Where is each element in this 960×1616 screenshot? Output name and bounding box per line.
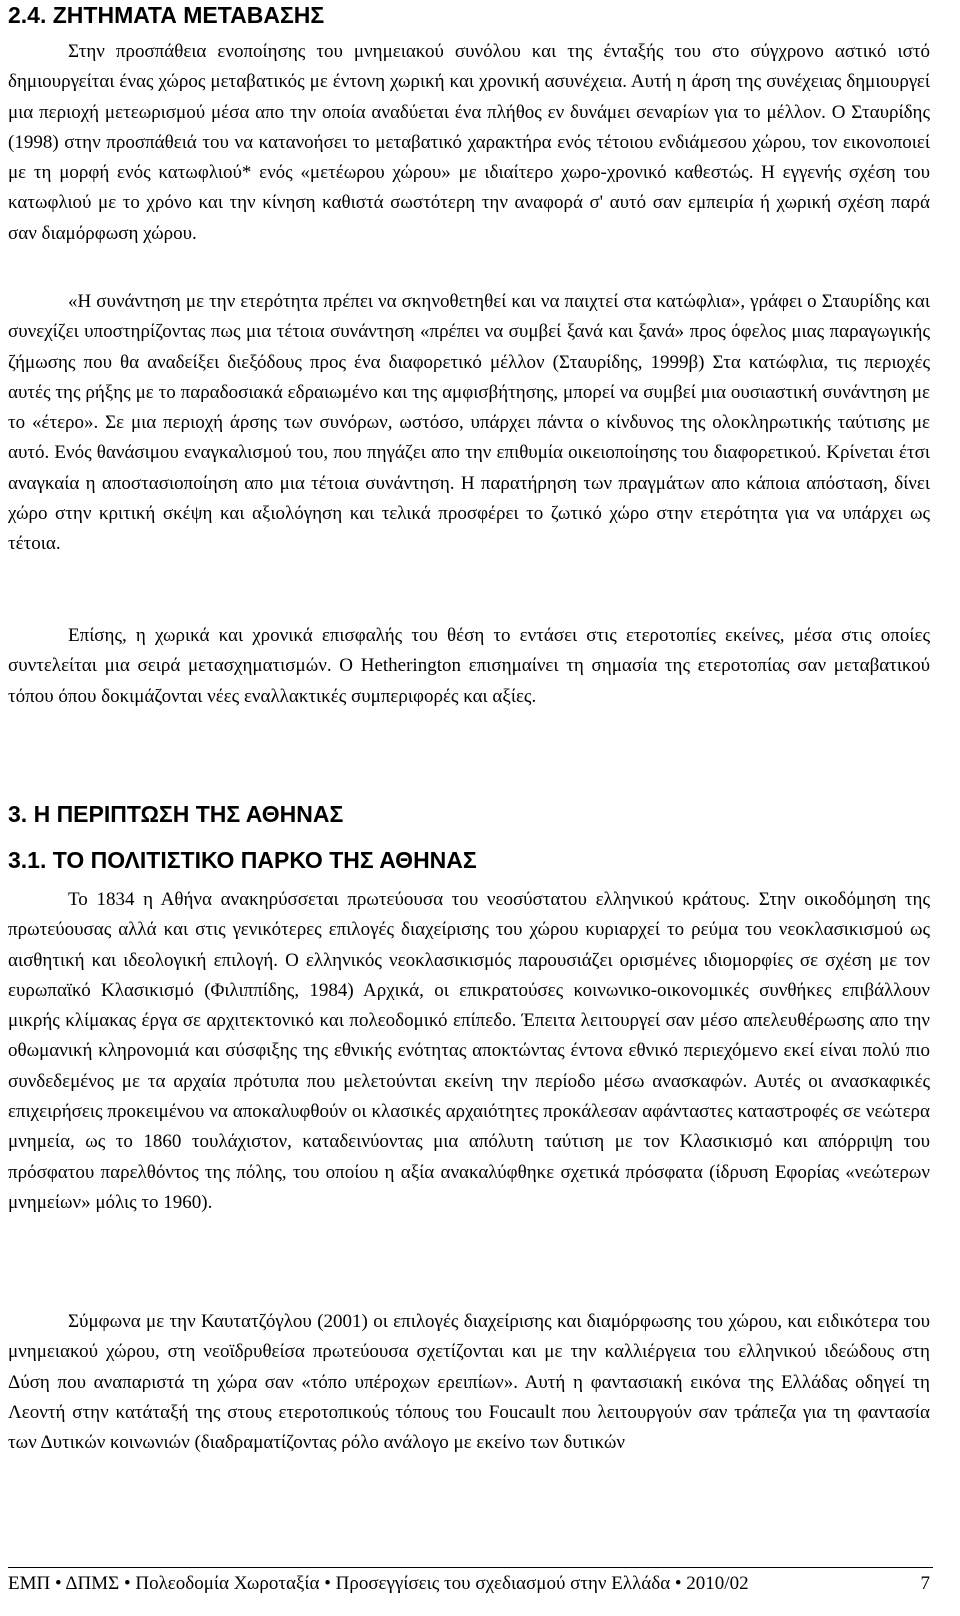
section-heading-2-4: 2.4. ΖΗΤΗΜΑΤΑ ΜΕΤΑΒΑΣΗΣ — [8, 2, 325, 28]
paragraph: Στην προσπάθεια ενοποίησης του μνημειακού συνόλου και της ένταξής του στο σύγχρονο αστικό ιστό δημιουργείται ένας χώρος μεταβατικός με έντονη χωρική και χρονική ασυνέχεια. Αυτή η άρση της συνέχειας δημιουργεί μια περιοχή μετεωρισμού μέσα απο την οποία αναδύεται ένα πλήθος εν δυνάμει σεναρίων για το μέλλον. Ο Σταυρίδης (1998) στην προσπάθειά του να κατανοήσει το μεταβατικό χαρακτήρα ενός τέτοιου ενδιάμεσου χώρου, τον εικονοποιεί με τη μορφή ενός κατωφλιού* ενός «μετέωρου χώρου» με ιδιαίτερο χωρο-χρονικό καθεστώς. Η εγγενής σχέση του κατωφλιού με το χρόνο και την κίνηση καθιστά σωστότερη την αναφορά σ' αυτό σαν εμπειρία ή χωρική σχέση παρά σαν διαμόρφωση χώρου. — [8, 41, 930, 244]
section-heading-3: 3. Η ΠΕΡΙΠΤΩΣΗ ΤΗΣ ΑΘΗΝΑΣ — [8, 801, 344, 827]
paragraph: Το 1834 η Αθήνα ανακηρύσσεται πρωτεύουσα του νεοσύστατου ελληνικού κράτους. Στην οικοδόμηση της πρωτεύουσας αλλά και στις γενικότερες επιλογές διαχείρισης του χώρου κυριαρχεί το ρεύμα του νεοκλασικισμού ως αισθητική και ιδεολογική επιλογή. Ο ελληνικός νεοκλασικισμός παρουσιάζει ορισμένες ιδιομορφίες σε σχέση με τον ευρωπαϊκό Κλασικισμό (Φιλιππίδης, 1984) Αρχικά, οι επικρατούσες κοινωνικο-οικονομικές συνθήκες επιβάλλουν μικρής κλίμακας έργα σε αρχιτεκτονικό και πολεοδομικό επίπεδο. Έπειτα λειτουργεί σαν μέσο απελευθέρωσης απο την οθωμανική κληρονομιά και σύσφιξης της εθνικής ενότητας αποκτώντας έντονα εθνικό περιεχόμενο εκεί είναι πολύ πιο συνδεδεμένος με τα αρχαία πρότυπα που μελετούνται εκείνη την περίοδο μέσω ανασκαφών. Αυτές οι ανασκαφικές επιχειρήσεις προκειμένου να αποκαλυφθούν οι κλασικές αρχαιότητες προκάλεσαν αφάνταστες καταστροφές σε νεώτερα μνημεία, ως το 1860 τουλάχιστον, καταδεινύοντας μια απόλυτη ταύτιση με τον Κλασικισμό και απόρριψη του πρόσφατου παρελθόντος της πόλης, του οποίου η αξία ανακαλύφθηκε σχετικά πρόσφατα (ίδρυση Εφορίας «νεώτερων μνημείων» μόλις το 1960). — [8, 889, 930, 1213]
paragraph: Σύμφωνα με την Καυτατζόγλου (2001) οι επιλογές διαχείρισης και διαμόρφωσης του χώρου, και ειδικότερα του μνημειακού χώρου, στη νεοϊδρυθείσα πρωτεύουσα σχετίζονται και με την καλλιέργεια του ελληνικού ιδεώδους στη Δύση που αναπαριστά τη χώρα σαν «τόπο υπέροχων ερειπίων». Αυτή η φαντασιακή εικόνα της Ελλάδας οδηγεί τη Λεοντή στην κατάταξή της στους ετεροτοπικούς τόπους του Foucault που λειτουργούν σαν τράπεζα για τη φαντασία των Δυτικών κοινωνιών (διαδραματίζοντας ρόλο ανάλογο με εκείνο των δυτικών — [8, 1311, 930, 1454]
footer-text: ΕΜΠ • ΔΠΜΣ • Πολεοδομία Χωροταξία • Προσεγγίσεις του σχεδιασμού στην Ελλάδα • 2010/02 — [8, 1573, 749, 1594]
paragraph: Επίσης, η χωρικά και χρονικά επισφαλής του θέση το εντάσει στις ετεροτοπίες εκείνες, μέσα στις οποίες συντελείται μια σειρά μετασχηματισμών. Ο Hetherington επισημαίνει τη σημασία της ετεροτοπίας σαν μεταβατικού τόπου όπου δοκιμάζονται νέες εναλλακτικές συμπεριφορές και αξίες. — [8, 625, 930, 707]
page-footer — [8, 1573, 930, 1599]
section-heading-3-1: 3.1. ΤΟ ΠΟΛΙΤΙΣΤΙΚΟ ΠΑΡΚΟ ΤΗΣ ΑΘΗΝΑΣ — [8, 847, 477, 873]
page-number: 7 — [920, 1573, 930, 1594]
paragraph: «Η συνάντηση με την ετερότητα πρέπει να σκηνοθετηθεί και να παιχτεί στα κατώφλια», γράφει ο Σταυρίδης και συνεχίζει υποστηρίζοντας πως μια τέτοια συνάντηση «πρέπει να συμβεί ξανά και ξανά» προς όφελος μιας παραγωγικής ζήμωσης που θα αναδείξει διεξόδους προς ένα διαφορετικό μέλλον (Σταυρίδης, 1999β) Στα κατώφλια, τις περιοχές αυτές της ρήξης με το παραδοσιακά εδραιωμένο και της αμφισβήτησης, μπορεί να συμβεί μια ουσιαστική συνάντηση με το «έτερο». Σε μια περιοχή άρσης των συνόρων, ωστόσο, υπάρχει πάντα ο κίνδυνος της ολοκληρωτικής ταύτισης με αυτό. Ενός θανάσιμου εναγκαλισμού του, που πηγάζει απο την επιθυμία οικειοποίησης του διαφορετικού. Κρίνεται έτσι αναγκαία η αποστασιοποίηση απο μια τέτοια συνάντηση. Η παρατήρηση των πραγμάτων απο κάποια απόσταση, δίνει χώρο στην κριτική σκέψη και αξιολόγηση και τελικά προσφέρει το ζωτικό χώρο στην ετερότητα για να υπάρχει ως τέτοια. — [8, 291, 930, 555]
footer-divider — [8, 1567, 933, 1568]
